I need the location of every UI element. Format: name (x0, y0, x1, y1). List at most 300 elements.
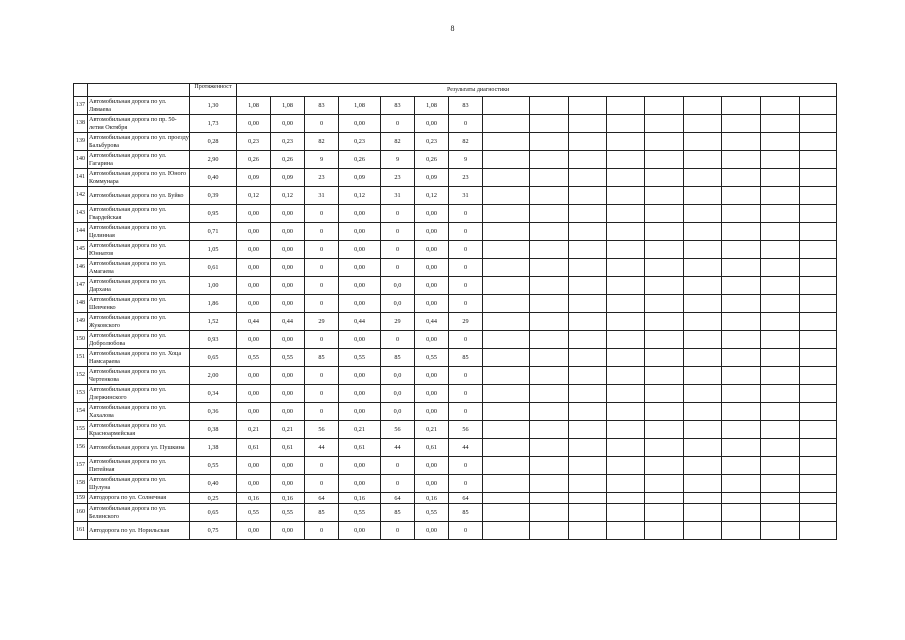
value-cell: 0 (449, 295, 483, 313)
empty-cell (569, 205, 607, 223)
empty-cell (684, 277, 722, 295)
empty-cell (800, 522, 837, 540)
value-cell: 0 (449, 241, 483, 259)
empty-cell (722, 151, 761, 169)
empty-cell (607, 367, 645, 385)
table-row (74, 331, 837, 349)
empty-cell (607, 385, 645, 403)
value-cell: 0 (381, 205, 415, 223)
empty-cell (569, 277, 607, 295)
empty-cell (761, 331, 800, 349)
value-cell: 0,00 (339, 367, 381, 385)
empty-cell (569, 457, 607, 475)
row-number-cell: 157 (74, 457, 88, 475)
value-cell: 0,21 (339, 421, 381, 439)
empty-cell (722, 223, 761, 241)
empty-cell (645, 97, 684, 115)
empty-cell (530, 187, 569, 205)
road-name-cell: Автомобильная дорога по ул. Юного Коммунара (88, 169, 190, 187)
value-cell: 0,55 (190, 457, 237, 475)
header-cell-number (74, 84, 88, 97)
empty-cell (761, 259, 800, 277)
empty-cell (722, 439, 761, 457)
road-name-cell: Автомобильная дорога по ул. Целинная (88, 223, 190, 241)
table-row (74, 295, 837, 313)
value-cell: 1,08 (271, 97, 305, 115)
value-cell: 9 (449, 151, 483, 169)
value-cell: 0,61 (237, 439, 271, 457)
empty-cell (530, 349, 569, 367)
value-cell: 0,65 (190, 504, 237, 522)
row-number-cell: 145 (74, 241, 88, 259)
row-number-cell: 156 (74, 439, 88, 457)
empty-cell (722, 475, 761, 493)
empty-cell (530, 475, 569, 493)
table-row (74, 223, 837, 241)
road-name-cell: Автомобильная дорога по ул. Белинского (88, 504, 190, 522)
empty-cell (530, 403, 569, 421)
value-cell: 0,00 (237, 205, 271, 223)
value-cell: 0,55 (415, 504, 449, 522)
value-cell: 44 (305, 439, 339, 457)
value-cell: 0 (305, 205, 339, 223)
header-cell-name (88, 84, 190, 97)
empty-cell (761, 421, 800, 439)
value-cell: 0 (381, 115, 415, 133)
empty-cell (645, 277, 684, 295)
empty-cell (483, 115, 530, 133)
row-number-cell: 150 (74, 331, 88, 349)
empty-cell (483, 259, 530, 277)
value-cell: 64 (449, 493, 483, 504)
value-cell: 0,00 (237, 331, 271, 349)
value-cell: 0,09 (339, 169, 381, 187)
empty-cell (569, 349, 607, 367)
value-cell: 0,00 (415, 475, 449, 493)
empty-cell (645, 439, 684, 457)
value-cell: 0 (449, 522, 483, 540)
empty-cell (530, 115, 569, 133)
value-cell: 0 (449, 205, 483, 223)
empty-cell (607, 151, 645, 169)
value-cell: 0,00 (237, 385, 271, 403)
empty-cell (761, 522, 800, 540)
empty-cell (483, 205, 530, 223)
road-name-cell: Автомобильная дорога ул. Пушкина (88, 439, 190, 457)
empty-cell (607, 241, 645, 259)
value-cell: 0,00 (271, 403, 305, 421)
empty-cell (569, 259, 607, 277)
value-cell: 0,09 (271, 169, 305, 187)
row-number-cell: 146 (74, 259, 88, 277)
value-cell: 0,25 (190, 493, 237, 504)
empty-cell (607, 205, 645, 223)
value-cell: 82 (449, 133, 483, 151)
value-cell: 31 (305, 187, 339, 205)
value-cell: 0,00 (339, 331, 381, 349)
empty-cell (569, 151, 607, 169)
empty-cell (569, 504, 607, 522)
road-name-cell: Автомобильная дорога по ул. Юннатов (88, 241, 190, 259)
empty-cell (569, 385, 607, 403)
value-cell: 0,00 (415, 223, 449, 241)
value-cell: 1,73 (190, 115, 237, 133)
empty-cell (761, 385, 800, 403)
value-cell: 85 (381, 349, 415, 367)
value-cell: 85 (449, 349, 483, 367)
empty-cell (569, 241, 607, 259)
road-name-cell: Автомобильная дорога по ул. Амагаева (88, 259, 190, 277)
road-name-cell: Автомобильная дорога по ул. Чертенкова (88, 367, 190, 385)
value-cell: 1,30 (190, 97, 237, 115)
empty-cell (800, 403, 837, 421)
empty-cell (722, 504, 761, 522)
road-name-cell: Автомобильная дорога по ул. Жуковского (88, 313, 190, 331)
empty-cell (800, 133, 837, 151)
empty-cell (645, 385, 684, 403)
empty-cell (684, 475, 722, 493)
empty-cell (569, 133, 607, 151)
empty-cell (684, 241, 722, 259)
empty-cell (483, 367, 530, 385)
header-cell-length: Протяженност (190, 84, 237, 97)
value-cell: 85 (449, 504, 483, 522)
empty-cell (722, 331, 761, 349)
empty-cell (645, 241, 684, 259)
value-cell: 0,55 (415, 349, 449, 367)
road-name-cell: Автомобильная дорога по ул. Питейная (88, 457, 190, 475)
value-cell: 0,0 (381, 295, 415, 313)
row-number-cell: 140 (74, 151, 88, 169)
table-row (74, 403, 837, 421)
empty-cell (607, 403, 645, 421)
empty-cell (483, 151, 530, 169)
value-cell: 0,16 (237, 493, 271, 504)
value-cell: 0,00 (237, 403, 271, 421)
row-number-cell: 161 (74, 522, 88, 540)
empty-cell (722, 169, 761, 187)
value-cell: 0,28 (190, 133, 237, 151)
empty-cell (684, 421, 722, 439)
value-cell: 0,00 (271, 205, 305, 223)
row-number-cell: 158 (74, 475, 88, 493)
empty-cell (530, 241, 569, 259)
empty-cell (530, 259, 569, 277)
value-cell: 0,00 (271, 277, 305, 295)
empty-cell (645, 205, 684, 223)
value-cell: 0,16 (339, 493, 381, 504)
empty-cell (530, 151, 569, 169)
value-cell: 0,00 (237, 259, 271, 277)
row-number-cell: 139 (74, 133, 88, 151)
value-cell: 0,00 (237, 115, 271, 133)
table-row (74, 115, 837, 133)
empty-cell (483, 277, 530, 295)
empty-cell (761, 205, 800, 223)
road-name-cell: Автомобильная дорога по ул. Буйко (88, 187, 190, 205)
empty-cell (800, 504, 837, 522)
empty-cell (761, 187, 800, 205)
value-cell: 0 (449, 367, 483, 385)
value-cell: 83 (381, 97, 415, 115)
value-cell: 0,00 (339, 115, 381, 133)
value-cell: 0,23 (271, 133, 305, 151)
value-cell: 0 (305, 223, 339, 241)
value-cell: 0,0 (381, 403, 415, 421)
empty-cell (761, 403, 800, 421)
value-cell: 0 (305, 115, 339, 133)
table-row (74, 313, 837, 331)
empty-cell (530, 169, 569, 187)
empty-cell (761, 97, 800, 115)
empty-cell (530, 331, 569, 349)
empty-cell (483, 439, 530, 457)
value-cell: 85 (305, 349, 339, 367)
value-cell: 0 (305, 259, 339, 277)
empty-cell (607, 259, 645, 277)
empty-cell (530, 522, 569, 540)
value-cell: 0,55 (339, 349, 381, 367)
value-cell: 0 (305, 385, 339, 403)
road-name-cell: Автодорога по ул. Норильская (88, 522, 190, 540)
value-cell: 0,23 (415, 133, 449, 151)
value-cell: 0,00 (415, 259, 449, 277)
value-cell: 0,00 (237, 367, 271, 385)
value-cell: 0,00 (237, 522, 271, 540)
value-cell: 0,00 (271, 295, 305, 313)
value-cell: 0,00 (271, 259, 305, 277)
empty-cell (684, 97, 722, 115)
value-cell: 0 (381, 223, 415, 241)
value-cell: 0 (381, 457, 415, 475)
empty-cell (761, 313, 800, 331)
value-cell: 0,00 (271, 457, 305, 475)
value-cell: 0,40 (190, 475, 237, 493)
value-cell: 0,65 (190, 349, 237, 367)
value-cell: 0,0 (381, 385, 415, 403)
empty-cell (645, 367, 684, 385)
value-cell: 0 (449, 223, 483, 241)
table-row (74, 385, 837, 403)
row-number-cell: 148 (74, 295, 88, 313)
empty-cell (684, 313, 722, 331)
empty-cell (483, 331, 530, 349)
empty-cell (530, 367, 569, 385)
empty-cell (569, 403, 607, 421)
road-name-cell: Автомобильная дорога по ул. Шевченко (88, 295, 190, 313)
empty-cell (800, 457, 837, 475)
value-cell: 82 (305, 133, 339, 151)
value-cell: 0,00 (237, 457, 271, 475)
table-row (74, 475, 837, 493)
value-cell: 29 (305, 313, 339, 331)
value-cell: 0,12 (415, 187, 449, 205)
value-cell: 0,00 (339, 277, 381, 295)
empty-cell (800, 421, 837, 439)
table-row (74, 493, 837, 504)
empty-cell (607, 133, 645, 151)
value-cell: 0,16 (415, 493, 449, 504)
empty-cell (761, 241, 800, 259)
empty-cell (645, 475, 684, 493)
empty-cell (722, 295, 761, 313)
value-cell: 0,00 (415, 205, 449, 223)
table-row (74, 241, 837, 259)
empty-cell (530, 385, 569, 403)
value-cell: 2,00 (190, 367, 237, 385)
table-row (74, 97, 837, 115)
empty-cell (722, 493, 761, 504)
value-cell: 0,00 (237, 241, 271, 259)
empty-cell (800, 187, 837, 205)
empty-cell (800, 493, 837, 504)
empty-cell (569, 522, 607, 540)
empty-cell (645, 493, 684, 504)
value-cell: 1,52 (190, 313, 237, 331)
value-cell: 9 (305, 151, 339, 169)
value-cell: 0 (449, 385, 483, 403)
table-row (74, 259, 837, 277)
value-cell: 0,75 (190, 522, 237, 540)
value-cell: 23 (305, 169, 339, 187)
value-cell: 0,0 (381, 277, 415, 295)
value-cell: 0,00 (415, 295, 449, 313)
empty-cell (800, 367, 837, 385)
header-cell-results: Результаты диагностики (237, 84, 837, 97)
value-cell: 56 (305, 421, 339, 439)
table-row (74, 349, 837, 367)
value-cell: 0,55 (271, 349, 305, 367)
empty-cell (722, 349, 761, 367)
empty-cell (607, 349, 645, 367)
value-cell: 0,36 (190, 403, 237, 421)
empty-cell (530, 295, 569, 313)
value-cell: 44 (449, 439, 483, 457)
empty-cell (607, 223, 645, 241)
row-number-cell: 152 (74, 367, 88, 385)
empty-cell (607, 169, 645, 187)
value-cell: 0,23 (339, 133, 381, 151)
empty-cell (684, 331, 722, 349)
empty-cell (569, 313, 607, 331)
empty-cell (761, 504, 800, 522)
empty-cell (483, 223, 530, 241)
value-cell: 64 (381, 493, 415, 504)
value-cell: 0,21 (271, 421, 305, 439)
empty-cell (569, 421, 607, 439)
value-cell: 0,00 (415, 331, 449, 349)
row-number-cell: 159 (74, 493, 88, 504)
value-cell: 0,71 (190, 223, 237, 241)
empty-cell (483, 504, 530, 522)
value-cell: 0,38 (190, 421, 237, 439)
row-number-cell: 153 (74, 385, 88, 403)
empty-cell (722, 277, 761, 295)
empty-cell (722, 313, 761, 331)
road-name-cell: Автомобильная дорога по ул. Шулуна (88, 475, 190, 493)
table-row (74, 133, 837, 151)
empty-cell (607, 97, 645, 115)
value-cell: 56 (449, 421, 483, 439)
value-cell: 0,00 (339, 522, 381, 540)
empty-cell (483, 295, 530, 313)
empty-cell (684, 457, 722, 475)
empty-cell (761, 367, 800, 385)
empty-cell (800, 439, 837, 457)
empty-cell (684, 259, 722, 277)
value-cell: 0,61 (415, 439, 449, 457)
value-cell: 0,26 (339, 151, 381, 169)
value-cell: 0 (381, 331, 415, 349)
empty-cell (645, 115, 684, 133)
value-cell: 0,00 (415, 277, 449, 295)
empty-cell (684, 349, 722, 367)
value-cell: 64 (305, 493, 339, 504)
empty-cell (645, 133, 684, 151)
value-cell: 1,08 (237, 97, 271, 115)
value-cell: 0,00 (339, 385, 381, 403)
empty-cell (645, 457, 684, 475)
empty-cell (569, 97, 607, 115)
empty-cell (483, 493, 530, 504)
page-number: 8 (450, 24, 455, 33)
empty-cell (645, 504, 684, 522)
value-cell: 0,55 (339, 504, 381, 522)
value-cell: 0,00 (339, 259, 381, 277)
empty-cell (607, 313, 645, 331)
empty-cell (684, 522, 722, 540)
empty-cell (800, 97, 837, 115)
empty-cell (722, 241, 761, 259)
table-row (74, 205, 837, 223)
empty-cell (684, 223, 722, 241)
value-cell: 1,05 (190, 241, 237, 259)
empty-cell (483, 241, 530, 259)
value-cell: 0,93 (190, 331, 237, 349)
empty-cell (800, 331, 837, 349)
value-cell: 2,90 (190, 151, 237, 169)
value-cell: 0 (449, 457, 483, 475)
value-cell: 0,00 (415, 457, 449, 475)
value-cell: 0,00 (415, 367, 449, 385)
value-cell: 0,26 (271, 151, 305, 169)
row-number-cell: 154 (74, 403, 88, 421)
value-cell: 0,00 (237, 277, 271, 295)
empty-cell (483, 522, 530, 540)
road-name-cell: Автомобильная дорога по ул. Красноармейская (88, 421, 190, 439)
empty-cell (483, 313, 530, 331)
empty-cell (607, 457, 645, 475)
empty-cell (645, 403, 684, 421)
value-cell: 1,08 (339, 97, 381, 115)
value-cell: 0,12 (339, 187, 381, 205)
empty-cell (607, 331, 645, 349)
row-number-cell: 144 (74, 223, 88, 241)
empty-cell (483, 421, 530, 439)
empty-cell (722, 97, 761, 115)
value-cell: 0,00 (237, 223, 271, 241)
value-cell: 0 (381, 241, 415, 259)
value-cell: 0,09 (415, 169, 449, 187)
empty-cell (761, 493, 800, 504)
value-cell: 0,09 (237, 169, 271, 187)
road-name-cell: Автомобильная дорога по ул. Дархана (88, 277, 190, 295)
empty-cell (569, 223, 607, 241)
empty-cell (645, 522, 684, 540)
value-cell: 0,44 (415, 313, 449, 331)
empty-cell (607, 295, 645, 313)
empty-cell (684, 367, 722, 385)
